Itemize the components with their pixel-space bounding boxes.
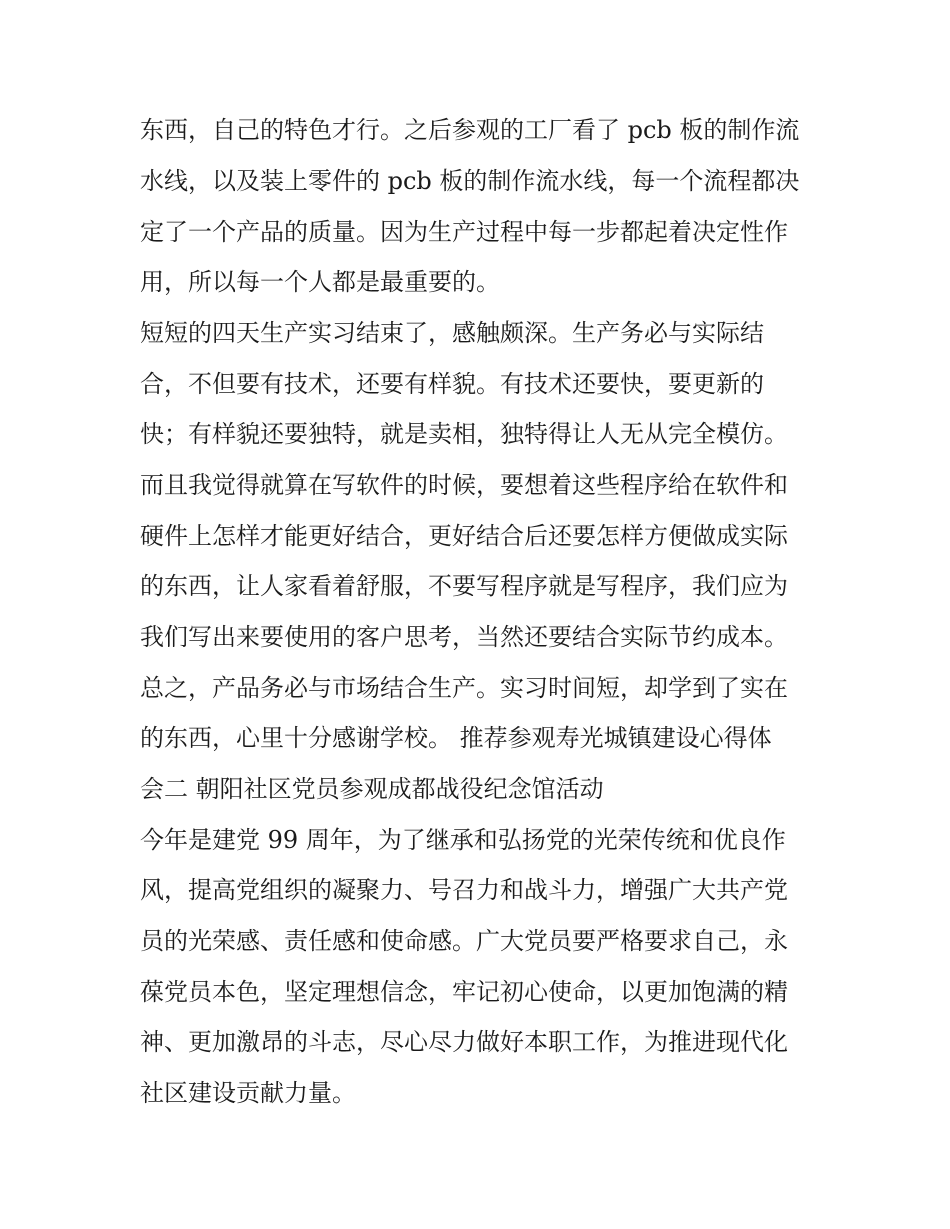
text-line: 定了一个产品的质量。因为生产过程中每一步都起着决定性作 (140, 218, 788, 246)
text-line: 水线，以及装上零件的 pcb 板的制作流水线，每一个流程都决 (140, 167, 800, 195)
text-line: 会二 朝阳社区党员参观成都战役纪念馆活动 (140, 775, 604, 803)
text-line: 而且我觉得就算在写软件的时候，要想着这些程序给在软件和 (140, 471, 788, 499)
text-line: 的东西，心里十分感谢学校。 推荐参观寿光城镇建设心得体 (140, 724, 772, 752)
text-line: 用，所以每一个人都是最重要的。 (140, 268, 500, 296)
text-line: 葆党员本色，坚定理想信念，牢记初心使命，以更加饱满的精 (140, 978, 788, 1006)
text-line: 员的光荣感、责任感和使命感。广大党员要严格要求自己，永 (140, 927, 788, 955)
text-line: 总之，产品务必与市场结合生产。实习时间短，却学到了实在 (140, 674, 788, 702)
text-line: 硬件上怎样才能更好结合，更好结合后还要怎样方便做成实际 (140, 522, 788, 550)
text-line: 快；有样貌还要独特，就是卖相，独特得让人无从完全模仿。 (140, 420, 788, 448)
text-line: 的东西，让人家看着舒服，不要写程序就是写程序，我们应为 (140, 572, 788, 600)
text-line: 社区建设贡献力量。 (140, 1079, 356, 1107)
text-line: 神、更加激昂的斗志，尽心尽力做好本职工作，为推进现代化 (140, 1028, 788, 1056)
text-line: 短短的四天生产实习结束了，感触颇深。生产务必与实际结 (140, 319, 764, 347)
text-line: 合，不但要有技术，还要有样貌。有技术还要快，要更新的 (140, 370, 764, 398)
text-line: 今年是建党 99 周年，为了继承和弘扬党的光荣传统和优良作 (140, 826, 786, 854)
text-line: 东西，自己的特色才行。之后参观的工厂看了 pcb 板的制作流 (140, 116, 800, 144)
text-line: 风，提高党组织的凝聚力、号召力和战斗力，增强广大共产党 (140, 876, 788, 904)
text-line: 我们写出来要使用的客户思考，当然还要结合实际节约成本。 (140, 623, 788, 651)
